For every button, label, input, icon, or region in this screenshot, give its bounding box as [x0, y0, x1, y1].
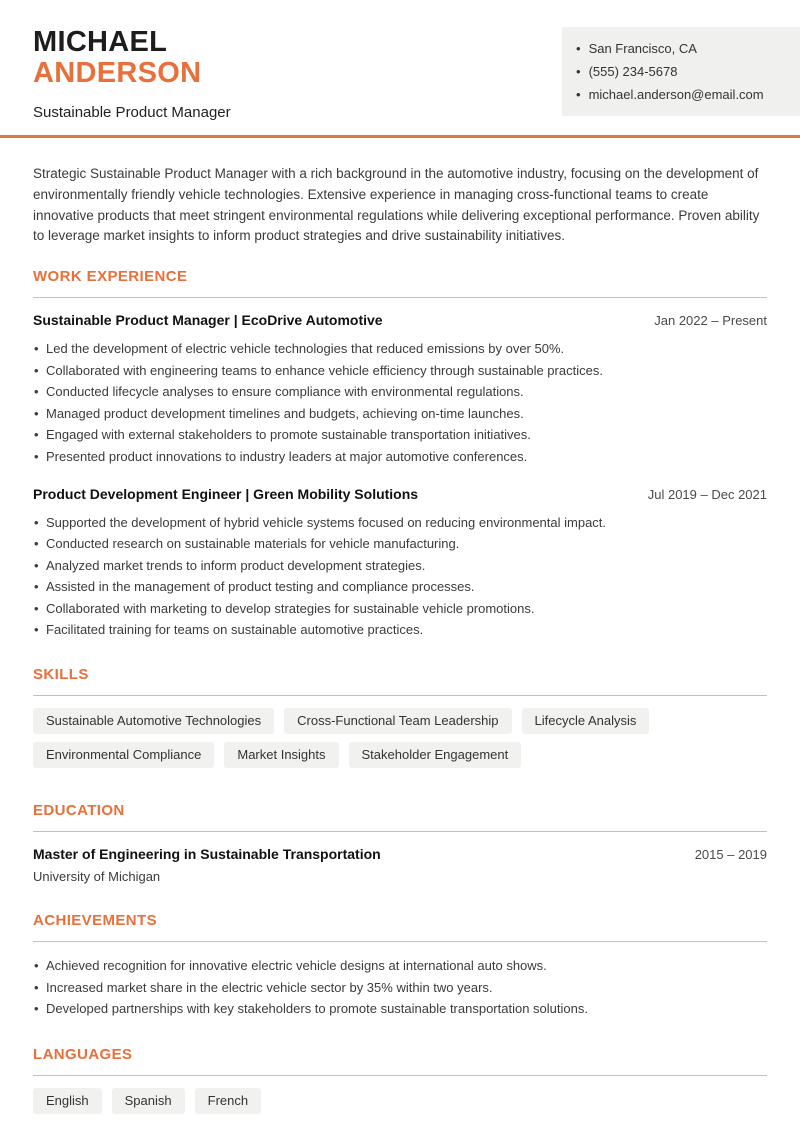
job-bullet: • Collaborated with engineering teams to enhance vehicle efficiency through sustainable practices.	[33, 363, 767, 379]
section-underline	[33, 297, 767, 298]
section-languages	[33, 1046, 767, 1122]
section-title-work-experience: WORK EXPERIENCE	[33, 268, 188, 286]
section-achievements	[33, 912, 767, 1017]
job-header	[33, 312, 767, 328]
language-tag: Spanish	[112, 1088, 185, 1114]
job-dates: Jul 2019 – Dec 2021	[647, 486, 767, 502]
section-skills	[33, 666, 767, 776]
job-dates: Jan 2022 – Present	[654, 313, 767, 329]
job-bullet: • Led the development of electric vehicle technologies that reduced emissions by over 50%.	[33, 341, 767, 357]
header-divider	[0, 135, 800, 138]
language-tag: French	[195, 1088, 261, 1114]
job-entry	[33, 486, 767, 639]
job-header	[33, 486, 767, 502]
skill-tag: Market Insights	[224, 742, 338, 768]
contact-location: • San Francisco, CA	[576, 37, 790, 60]
job-bullet: • Assisted in the management of product testing and compliance processes.	[33, 579, 767, 595]
job-bullet-list	[33, 341, 767, 465]
section-underline	[33, 831, 767, 832]
contact-phone: • (555) 234-5678	[576, 60, 790, 83]
section-title-languages: LANGUAGES	[33, 1046, 133, 1064]
section-education	[33, 802, 767, 884]
skill-tag: Cross-Functional Team Leadership	[284, 708, 511, 734]
job-bullet: • Conducted lifecycle analyses to ensure compliance with environmental regulations.	[33, 384, 767, 400]
section-underline	[33, 941, 767, 942]
summary-paragraph: Strategic Sustainable Product Manager with a rich background in the automotive industry, focusing on the development of environmentally friendly vehicle technologies. Extensive experience in managing cross-functional teams to create innovative products that meet stringent environmental regulations while delivering exceptional performance. Proven ability to leverage market insights to inform product strategies and drive sustainability initiatives.	[33, 166, 760, 244]
skill-tag: Lifecycle Analysis	[522, 708, 650, 734]
job-bullet: • Collaborated with marketing to develop strategies for sustainable vehicle promotions.	[33, 601, 767, 617]
education-dates: 2015 – 2019	[694, 847, 767, 863]
education-entry	[33, 846, 767, 884]
header-job-title: Sustainable Product Manager	[33, 104, 231, 121]
job-bullet: • Managed product development timelines and budgets, achieving on-time launches.	[33, 406, 767, 422]
languages-tag-list	[33, 1088, 767, 1122]
section-title-education: EDUCATION	[33, 802, 125, 820]
contact-list	[576, 37, 790, 106]
job-bullet: • Facilitated training for teams on sustainable automotive practices.	[33, 622, 767, 638]
contact-email: • michael.anderson@email.com	[576, 83, 790, 106]
skill-tag: Environmental Compliance	[33, 742, 214, 768]
job-bullet: • Engaged with external stakeholders to promote sustainable transportation initiatives.	[33, 427, 767, 443]
section-underline	[33, 695, 767, 696]
section-underline	[33, 1075, 767, 1076]
skills-tag-list	[33, 708, 767, 776]
job-bullet-list	[33, 515, 767, 639]
section-title-skills: SKILLS	[33, 666, 89, 684]
first-name: MICHAEL	[33, 26, 168, 58]
skill-tag: Sustainable Automotive Technologies	[33, 708, 274, 734]
education-header	[33, 846, 767, 862]
education-school: University of Michigan	[33, 869, 161, 885]
achievements-list	[33, 958, 767, 1017]
job-title: Sustainable Product Manager | EcoDrive Automotive	[33, 312, 383, 329]
job-title: Product Development Engineer | Green Mobility Solutions	[33, 485, 419, 502]
contact-card	[562, 27, 800, 116]
resume-body	[0, 164, 800, 1122]
job-bullet: • Conducted research on sustainable materials for vehicle manufacturing.	[33, 536, 767, 552]
job-bullet: • Supported the development of hybrid vehicle systems focused on reducing environmental impact.	[33, 515, 767, 531]
job-entry	[33, 312, 767, 465]
resume-header	[0, 0, 800, 135]
section-title-achievements: ACHIEVEMENTS	[33, 912, 157, 930]
achievement-bullet: • Increased market share in the electric vehicle sector by 35% within two years.	[33, 980, 767, 996]
language-tag: English	[33, 1088, 102, 1114]
job-bullet: • Presented product innovations to industry leaders at major automotive conferences.	[33, 449, 767, 465]
education-degree: Master of Engineering in Sustainable Transportation	[33, 846, 381, 863]
job-bullet: • Analyzed market trends to inform product development strategies.	[33, 558, 767, 574]
skill-tag: Stakeholder Engagement	[349, 742, 522, 768]
achievement-bullet: • Achieved recognition for innovative electric vehicle designs at international auto shows.	[33, 958, 767, 974]
section-work-experience	[33, 268, 767, 638]
achievement-bullet: • Developed partnerships with key stakeholders to promote sustainable transportation solutions.	[33, 1001, 767, 1017]
last-name: ANDERSON	[33, 57, 202, 89]
